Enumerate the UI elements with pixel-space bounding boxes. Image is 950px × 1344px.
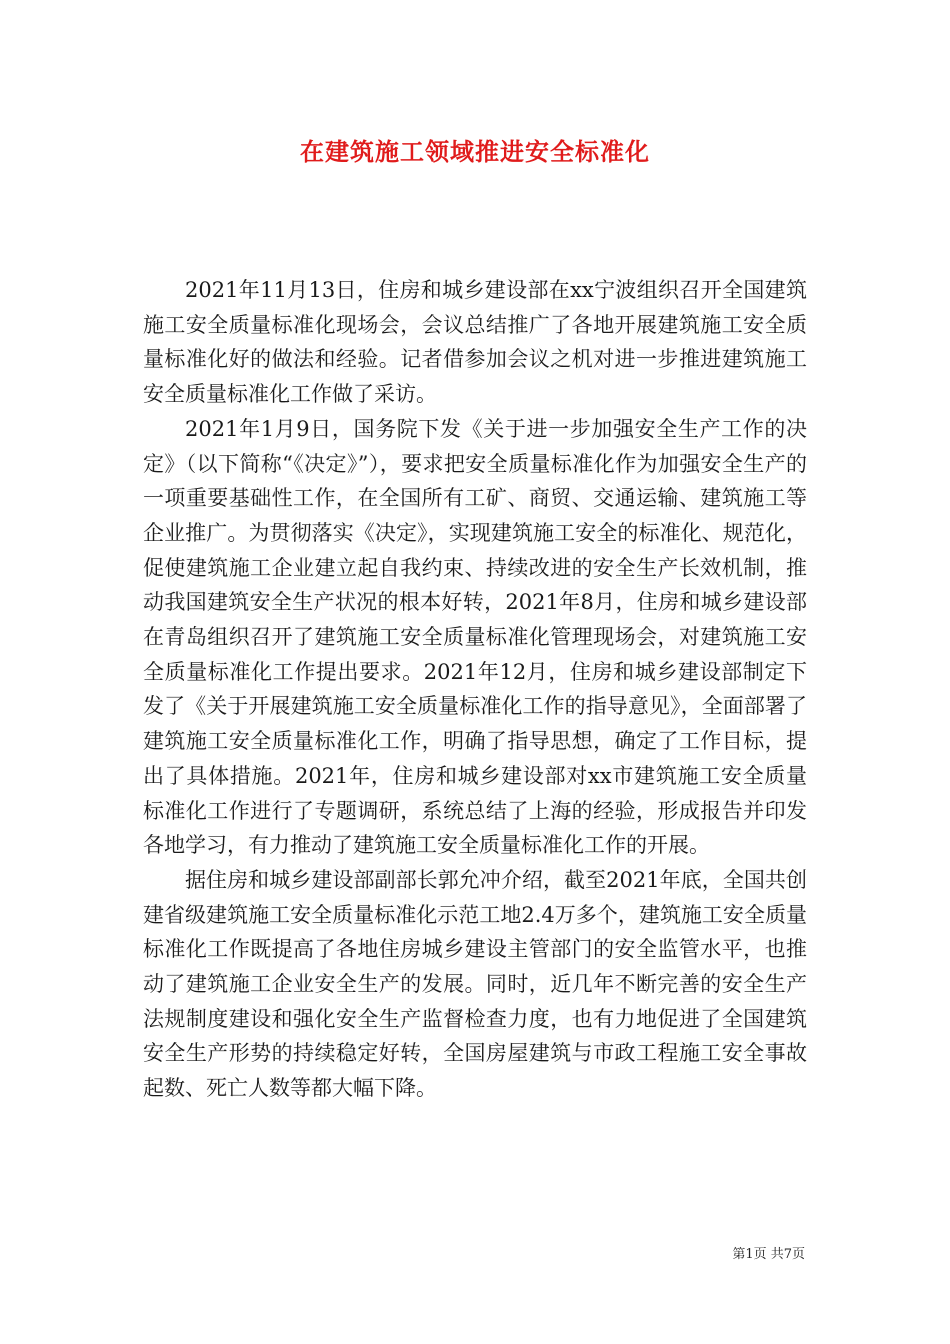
document-title: 在建筑施工领域推进安全标准化 <box>300 137 650 166</box>
paragraph-1: 2021年11月13日，住房和城乡建设部在xx宁波组织召开全国建筑施工安全质量标准化现场会，会议总结推广了各地开展建筑施工安全质量标准化好的做法和经验。记者借参加会议之机对进一步推进建筑施工安全质量标准化工作做了采访。 <box>143 278 807 407</box>
document-body <box>143 273 807 1106</box>
paragraph-2: 2021年1月9日，国务院下发《关于进一步加强安全生产工作的决定》（以下简称“《决定》”），要求把安全质量标准化作为加强安全生产的一项重要基础性工作，在全国所有工矿、商贸、交通运输、建筑施工等企业推广。为贯彻落实《决定》，实现建筑施工安全的标准化、规范化，促使建筑施工企业建立起自我约束、持续改进的安全生产长效机制，推动我国建筑安全生产状况的根本好转，2021年8月，住房和城乡建设部在青岛组织召开了建筑施工安全质量标准化管理现场会，对建筑施工安全质量标准化工作提出要求。2021年12月，住房和城乡建设部制定下发了《关于开展建筑施工安全质量标准化工作的指导意见》，全面部署了建筑施工安全质量标准化工作，明确了指导思想，确定了工作目标，提出了具体措施。2021年，住房和城乡建设部对xx市建筑施工安全质量标准化工作进行了专题调研，系统总结了上海的经验，形成报告并印发各地学习，有力推动了建筑施工安全质量标准化工作的开展。 <box>143 416 807 858</box>
page-number-footer: 第1页 共7页 <box>732 1247 805 1262</box>
paragraph-3: 据住房和城乡建设部副部长郭允冲介绍，截至2021年底，全国共创建省级建筑施工安全质量标准化示范工地2.4万多个，建筑施工安全质量标准化工作既提高了各地住房城乡建设主管部门的安全监管水平，也推动了建筑施工企业安全生产的发展。同时，近几年不断完善的安全生产法规制度建设和强化安全生产监督检查力度，也有力地促进了全国建筑安全生产形势的持续稳定好转，全国房屋建筑与市政工程施工安全事故起数、死亡人数等都大幅下降。 <box>143 867 807 1101</box>
